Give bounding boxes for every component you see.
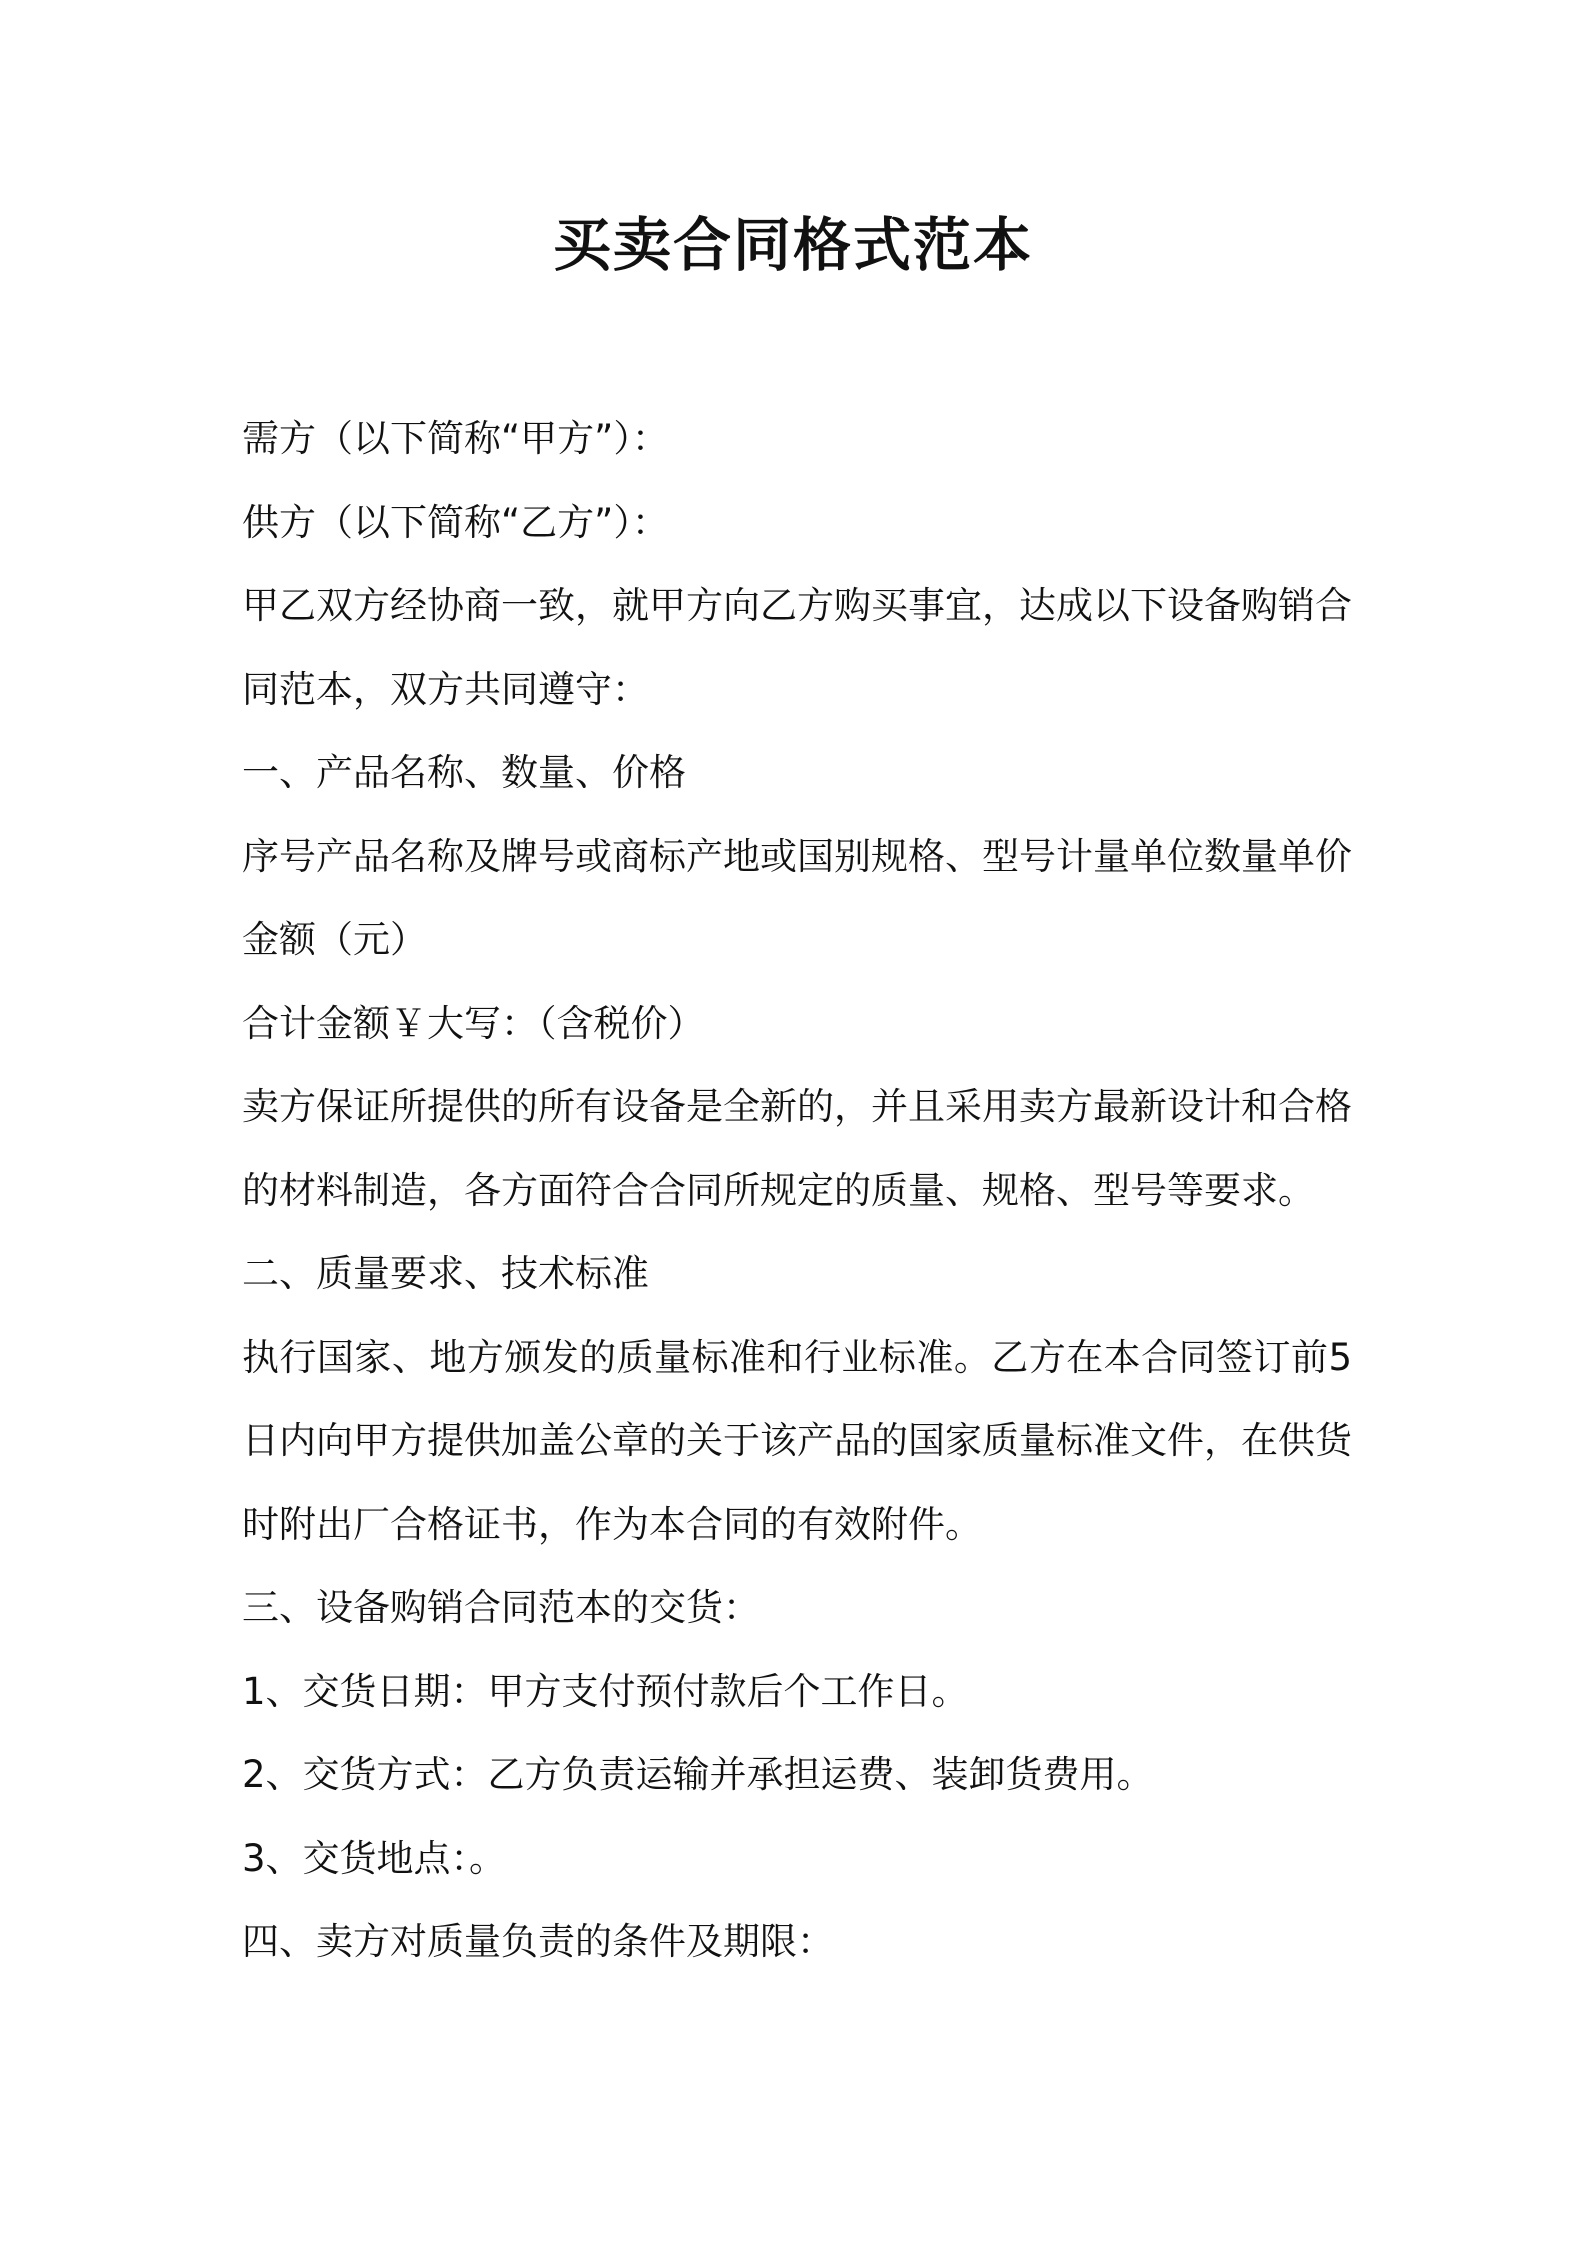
section-heading-2: 二、质量要求、技术标准 — [242, 1252, 649, 1295]
buyer-line: 需方（以下简称“甲方”）： — [242, 417, 669, 460]
delivery-method-item: 2、交货方式：乙方负责运输并承担运费、装卸货费用。 — [242, 1753, 1154, 1796]
section-heading-1: 一、产品名称、数量、价格 — [242, 751, 686, 794]
agreement-intro: 甲乙双方经协商一致，就甲方向乙方购买事宜，达成以下设备购销合同范本，双方共同遵守： — [242, 584, 1352, 711]
document-title: 买卖合同格式范本 — [552, 211, 1033, 279]
document-body — [242, 397, 1352, 1984]
quality-standard-text: 执行国家、地方颁发的质量标准和行业标准。乙方在本合同签订前5日内向甲方提供加盖公章的关于该产品的国家质量标准文件，在供货时附出厂合格证书，作为本合同的有效附件。 — [242, 1335, 1352, 1546]
seller-guarantee: 卖方保证所提供的所有设备是全新的，并且采用卖方最新设计和合格的材料制造，各方面符合合同所规定的质量、规格、型号等要求。 — [242, 1085, 1352, 1212]
delivery-date-item: 1、交货日期：甲方支付预付款后个工作日。 — [242, 1669, 969, 1713]
supplier-line: 供方（以下简称“乙方”）： — [242, 500, 669, 544]
delivery-place-item: 3、交货地点：。 — [242, 1836, 507, 1880]
section-heading-3: 三、设备购销合同范本的交货： — [242, 1586, 760, 1629]
section-heading-4: 四、卖方对质量负责的条件及期限： — [242, 1920, 834, 1963]
product-table-header: 序号产品名称及牌号或商标产地或国别规格、型号计量单位数量单价金额（元） — [242, 834, 1352, 961]
total-amount-line: 合计金额￥大写：（含税价） — [242, 1001, 705, 1045]
